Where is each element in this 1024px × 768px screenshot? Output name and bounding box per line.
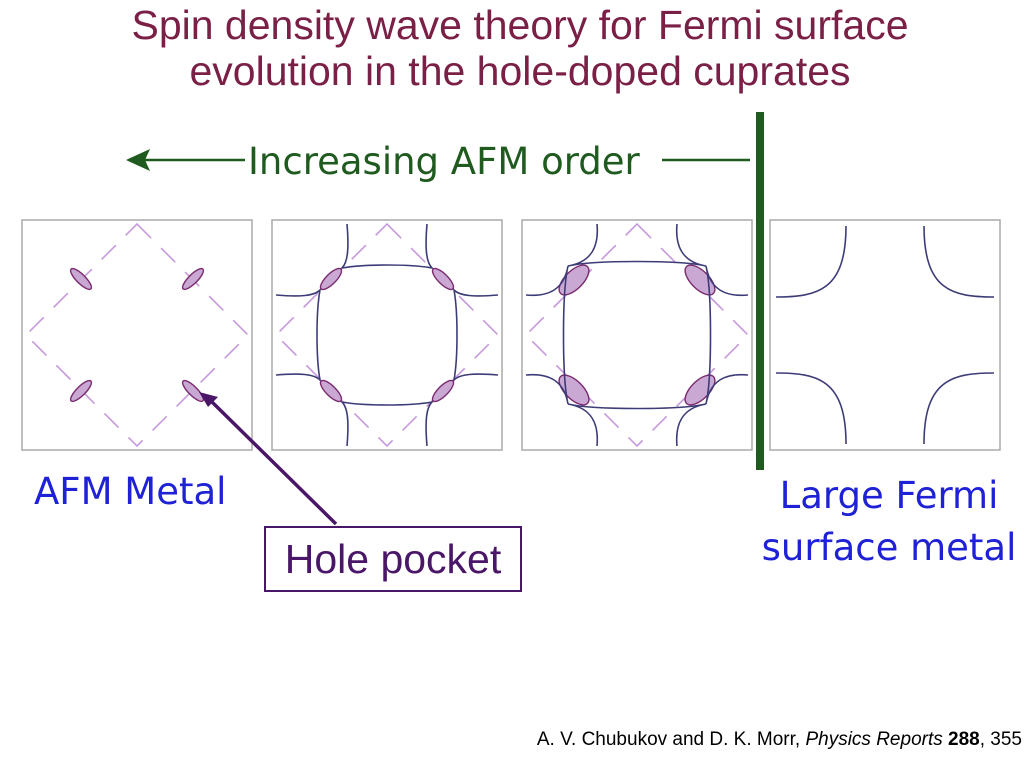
citation	[537, 729, 1022, 751]
panel-border	[22, 220, 252, 450]
title-line-2: evolution in the hole-doped cuprates	[189, 48, 851, 94]
afm-order-label: Increasing AFM order	[248, 140, 640, 183]
citation-volume: 288	[948, 729, 980, 750]
citation-pages: , 355	[979, 729, 1022, 750]
citation-journal: Physics Reports	[805, 729, 943, 750]
panel-border	[272, 220, 502, 450]
afm-metal-label: AFM Metal	[34, 470, 227, 513]
panel-intermediate-1	[272, 220, 502, 450]
large-fermi-label	[758, 470, 1020, 574]
panel-intermediate-2	[522, 220, 752, 450]
panel-afm-metal	[22, 220, 252, 450]
hole-pocket-label: Hole pocket	[264, 526, 522, 592]
large-fermi-line-2: surface metal	[761, 526, 1017, 569]
panel-large-fermi-surface	[770, 220, 1000, 450]
title-line-1: Spin density wave theory for Fermi surface	[131, 2, 909, 48]
panel-border	[522, 220, 752, 450]
citation-authors: A. V. Chubukov and D. K. Morr,	[536, 729, 806, 750]
large-fermi-line-1: Large Fermi	[779, 474, 999, 517]
panel-border	[770, 220, 1000, 450]
